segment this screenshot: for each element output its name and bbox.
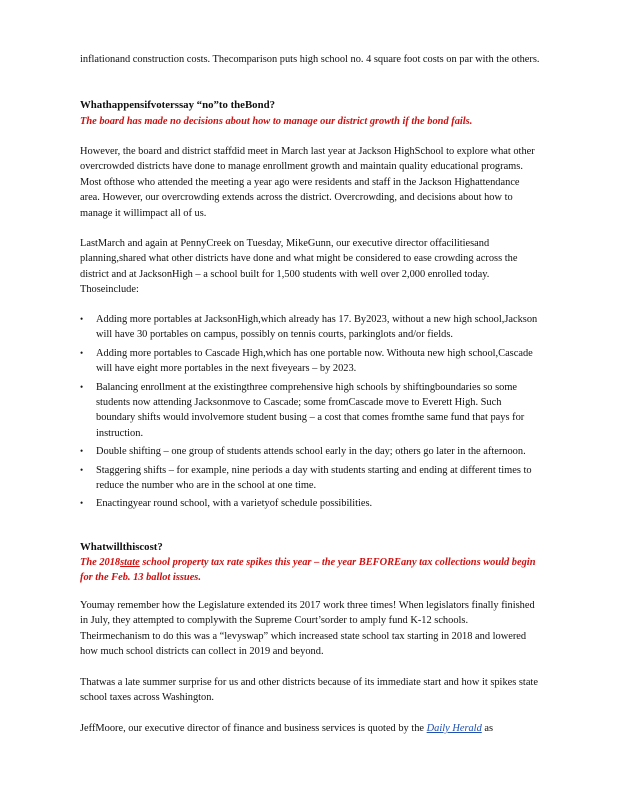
paragraph-board-meeting: However, the board and district staffdid meet in March last year at Jackson HighSchool to explore what other overcrowded districts have done to manage enrollment growth and maintain quality educational programs. Most ofthose who attended the meeting a year ago were residents and staff in the Jackson Highattendance area. However, our overcrowding extends across the district. Overcrowding, and decisions about how to manage it willimpact all of us. <box>80 146 535 219</box>
daily-herald-link[interactable]: Daily Herald <box>426 723 482 734</box>
bullet-icon: • <box>80 498 84 509</box>
list-item: • Adding more portables at JacksonHigh,which already has 17. By2023, without a new high school,Jackson will have 30 portables on campus, possibly on tennis courts, parkinglots and/or fields. <box>80 314 538 341</box>
list-item: • Double shifting – one group of students attends school early in the day; others go later in the afternoon. <box>80 444 540 459</box>
section-heading-cost: Whatwillthiscost? <box>80 541 163 553</box>
paragraph-jeff-moore: JeffMoore, our executive director of finance and business services is quoted by the Daily Herald as <box>80 723 494 734</box>
paragraph-options-intro: LastMarch and again at PennyCreek on Tuesday, MikeGunn, our executive director offacilitiesand planning,shared what other districts have done and what might be considered to ease crowding across the district and at JacksonHigh – a school built for 1,500 students with well over 2,000 enrolled today. Thoseinclude: <box>80 238 518 296</box>
bullet-icon: • <box>80 314 84 324</box>
section-subheading-cost: The 2018state school property tax rate spikes this year – the year BEFOREany tax collections would begin for the Feb. 13 ballot issues. <box>80 557 536 584</box>
paragraph-legislature: Youmay remember how the Legislature extended its 2017 work three times! When legislators finally finished in July, they attempted to complywith the Supreme Court’sorder to amply fund K-12 schools. Theirmechanism to do this was a “levyswap” which increased state school tax starting in 2018 and lowered how much school districts can collect in 2019 and beyond. <box>80 600 535 658</box>
bullet-icon: • <box>80 464 84 475</box>
options-list <box>80 312 540 515</box>
section-heading-bond: Whathappensifvoterssay “no”to theBond? <box>80 99 275 111</box>
section-subheading-bond: The board has made no decisions about how to manage our district growth if the bond fails. <box>80 116 473 127</box>
list-item: • Balancing enrollment at the existingthree comprehensive high schools by shiftingboundaries so some students now attending Jacksonmove to Cascade; some fromCascade move to Everett High. Such boundary shifts would involvemore student busing – a cost that comes fromthe same fund that pays for instruction. <box>80 381 525 439</box>
list-item: • Adding more portables to Cascade High,which has one portable now. Withouta new high school,Cascade will have eight more portables in the next fiveyears – by 2023. <box>80 347 533 375</box>
paragraph-late-summer: Thatwas a late summer surprise for us and other districts because of its immediate start and how it spikes state school taxes across Washington. <box>80 677 538 704</box>
bullet-icon: • <box>80 347 84 358</box>
bullet-icon: • <box>80 446 84 457</box>
intro-paragraph: inflationand construction costs. Thecomparison puts high school no. 4 square foot costs on par with the others. <box>80 54 540 65</box>
bullet-icon: • <box>80 381 84 392</box>
list-item: • Staggering shifts – for example, nine periods a day with students starting and ending at different times to reduce the number who are in the school at one time. <box>80 464 532 492</box>
list-item: • Enactingyear round school, with a varietyof schedule possibilities. <box>80 496 540 511</box>
